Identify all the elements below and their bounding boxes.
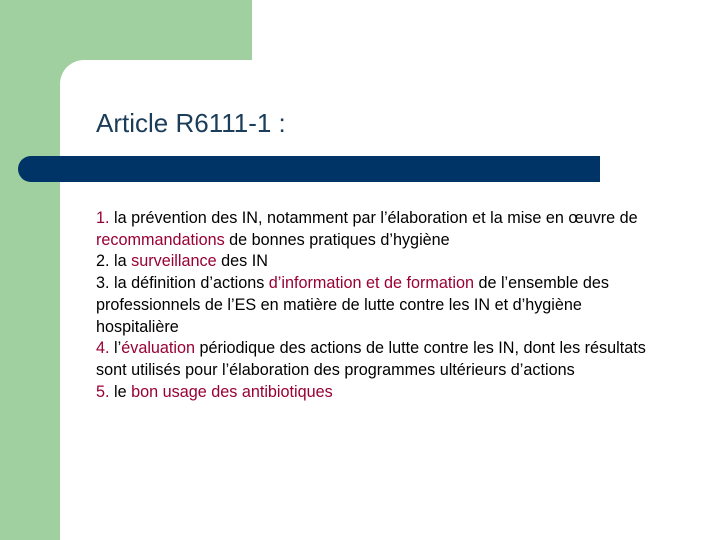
item-text: la définition d’actions [109,274,269,293]
item-number: 4. [96,339,110,358]
item-highlight: surveillance [131,252,217,271]
title-divider-bar [18,156,600,182]
item-number: 5. [96,382,110,401]
item-text: de l’ensemble des professionnels de l’ES en matière de lutte contre les IN et d’hygiène hospitalière [96,274,609,336]
slide-title: Article R6111-1 : [96,108,286,138]
list-item [96,251,666,273]
item-highlight: bon usage des antibiotiques [131,382,333,401]
list-item [96,273,666,338]
slide-body [96,208,666,403]
item-text: le [109,382,132,401]
item-text: la [109,252,132,271]
list-item [96,208,666,251]
item-text: périodique des actions de lutte contre les IN, dont les résultats sont utilisés pour l’élaboration des programmes ultérieurs d’actions [96,339,646,379]
list-item [96,382,666,404]
item-text: l’ [109,339,122,358]
item-highlight: d’information et de formation [268,274,474,293]
item-highlight: recommandations [96,230,225,249]
item-text: des IN [216,252,268,271]
item-number: 2. [96,252,110,271]
item-highlight: évaluation [121,339,196,358]
list-item [96,338,666,381]
item-number: 1. [96,209,110,227]
item-number: 3. [96,274,110,293]
item-text: de bonnes pratiques d’hygiène [224,230,450,249]
item-text: la prévention des IN, notamment par l’élaboration et la mise en œuvre de [109,209,638,227]
